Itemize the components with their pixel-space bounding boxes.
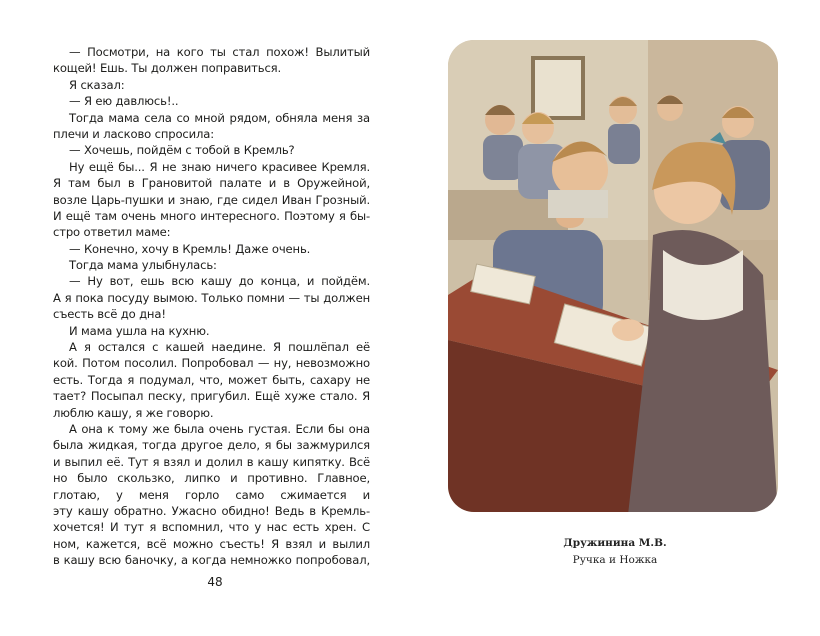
text-line: — Я ею давлюсь!.. — [69, 94, 179, 109]
text-line: есть. Тогда я подумал, что, может быть, сахару не — [53, 372, 370, 387]
text-line: кощей! Ешь. Ты должен поправиться. — [53, 61, 282, 76]
text-line: эту кашу обратно. Ужасно обидно! Ведь в Кремль- — [53, 503, 370, 518]
text-line: ном, кажется, всё можно съесть! Я взял и вылил — [53, 536, 370, 551]
text-line: Я там был в Грановитой палате и в Оружейной, — [53, 176, 370, 191]
text-line: А я остался с кашей наедине. Я пошлёпал её — [69, 340, 370, 355]
caption-author: Дружинина М.В. — [563, 537, 667, 549]
text-line: — Посмотри, на кого ты стал похож! Вылитый — [69, 45, 370, 59]
text-line: Я сказал: — [69, 77, 125, 92]
text-line: — Ну вот, ешь всю кашу до конца, и пойдём. — [69, 274, 370, 289]
text-line: И мама ушла на кухню. — [69, 323, 210, 338]
text-line: была жидкая, тогда другое дело, я бы зажмурился — [53, 438, 370, 453]
classroom-illustration — [448, 40, 778, 512]
text-line: Тогда мама села со мной рядом, обняла меня за — [69, 110, 370, 125]
text-line: стро ответил маме: — [53, 225, 171, 240]
text-line: плечи и ласково спросила: — [53, 126, 214, 141]
text-line: А она к тому же была очень густая. Если бы она — [69, 421, 370, 436]
caption-title: Ручка и Ножка — [572, 554, 658, 566]
text-line: кой. Потом посолил. Попробовал — ну, невозможно — [53, 356, 370, 371]
wall-picture — [533, 58, 583, 118]
text-line: А я пока посуду вымою. Только помни — ты должен — [53, 290, 370, 305]
text-line: возле Царь-пушки и знаю, где сидел Иван Грозный. — [53, 192, 370, 207]
text-line: — Конечно, хочу в Кремль! Даже очень. — [69, 241, 311, 256]
text-line: люблю кашу, я же говорю. — [53, 405, 214, 420]
text-line: съесть всё до дна! — [53, 307, 166, 322]
text-line: глотаю, у меня горло само сжимается и — [53, 487, 370, 502]
page-number: 48 — [207, 575, 223, 589]
text-line: И ещё там очень много интересного. Поэтому я бы- — [53, 208, 370, 223]
body-text — [53, 44, 370, 569]
text-line: и выпил её. Тут я взял и долил в кашу кипятку. Всё — [53, 454, 370, 469]
illustration-caption — [500, 535, 730, 569]
text-line: Ну ещё бы... Я не знаю ничего красивее Кремля. — [69, 159, 370, 174]
text-line: — Хочешь, пойдём с тобой в Кремль? — [69, 143, 295, 158]
text-line: хочется! И тут я вспомнил, что у нас есть хрен. С — [53, 520, 370, 535]
text-line: Тогда мама улыбнулась: — [69, 258, 217, 273]
text-line: тает? Посыпал песку, пригубил. Ещё хуже стало. Я — [53, 389, 370, 404]
text-line: в кашу всю баночку, а когда немножко попробовал, — [53, 553, 370, 568]
text-line: но было скользко, липко и противно. Главное, — [53, 471, 370, 486]
